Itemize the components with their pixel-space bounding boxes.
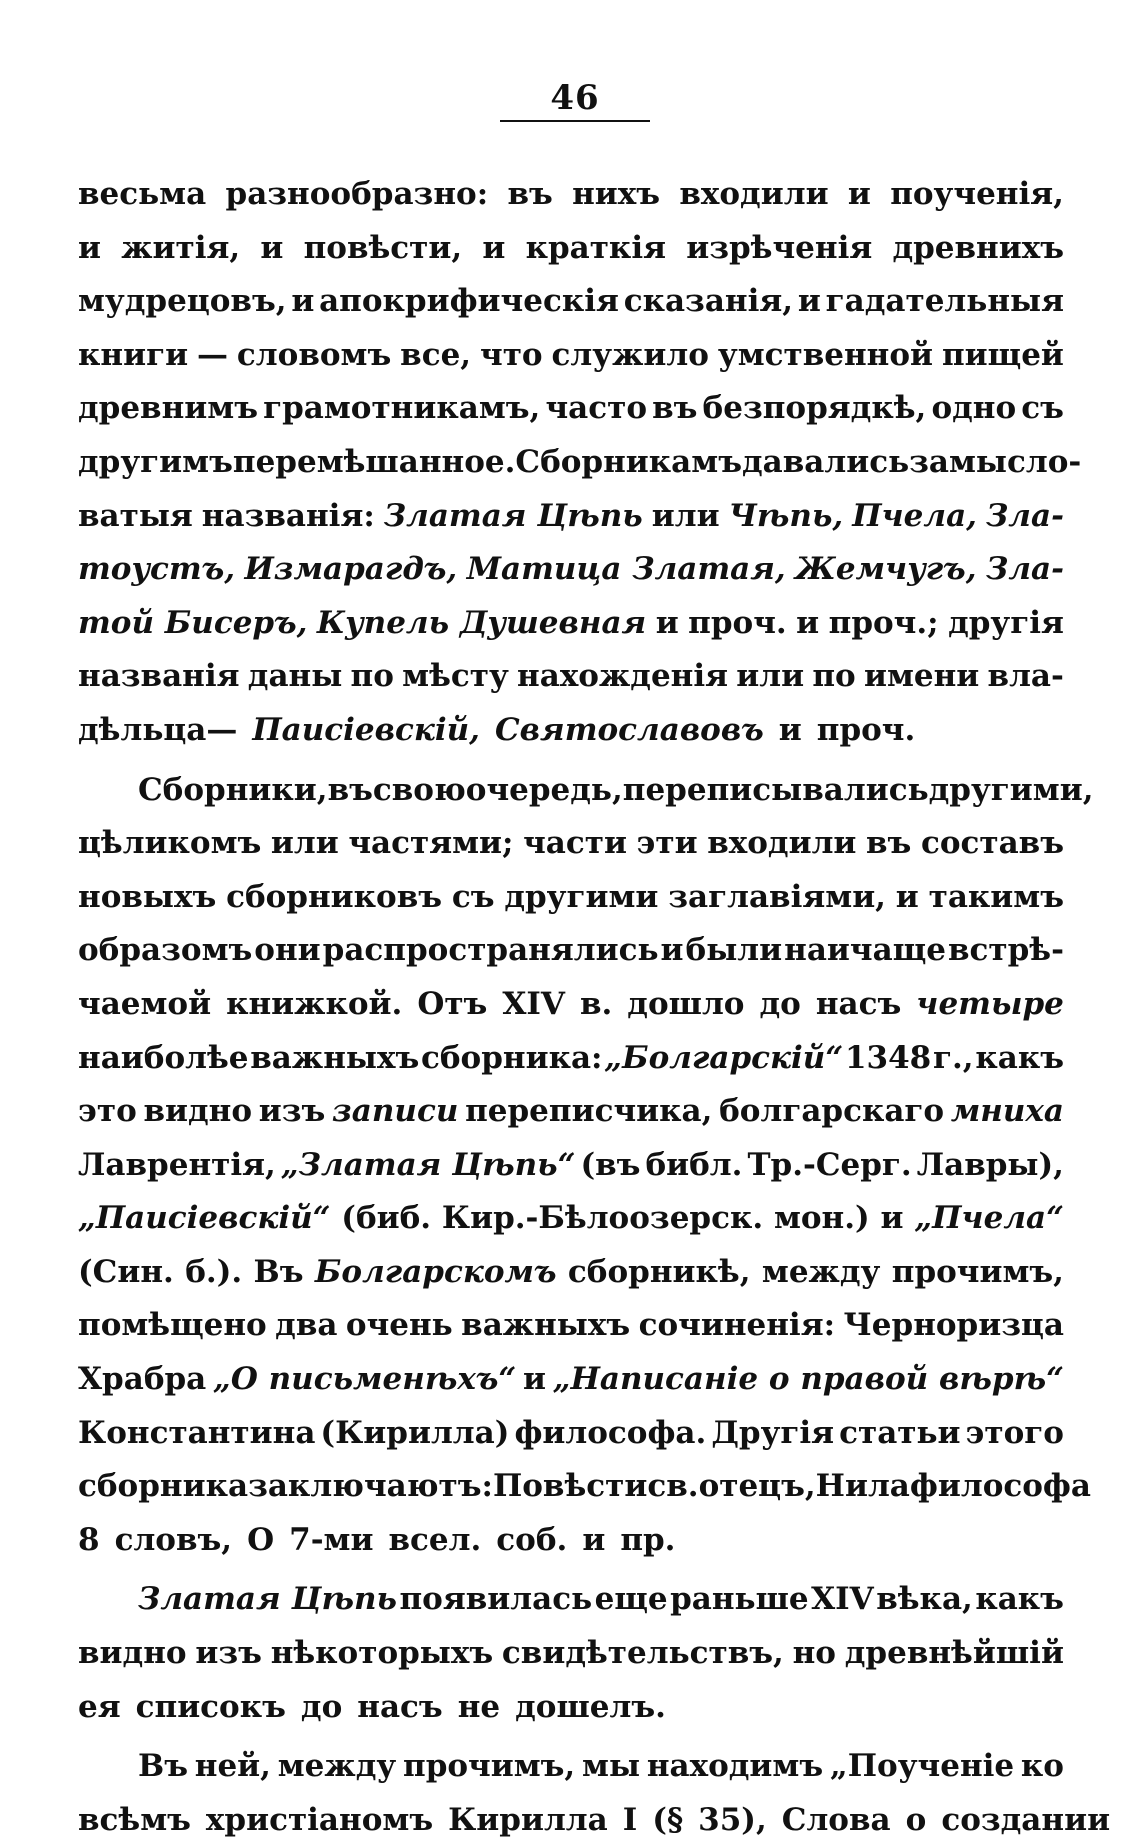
word: переписчика, xyxy=(465,1093,713,1130)
italic-word: Болгарскомъ xyxy=(314,1253,557,1290)
word: безпорядкѣ, xyxy=(702,390,927,427)
word: такимъ xyxy=(928,878,1064,915)
italic-word: Пчела, xyxy=(852,497,977,534)
word: и xyxy=(582,1521,606,1558)
word: до xyxy=(300,1688,343,1725)
word: списокъ xyxy=(135,1688,286,1725)
word: между xyxy=(761,1253,881,1290)
word: дошло xyxy=(627,985,745,1022)
word: какъ xyxy=(975,1581,1064,1618)
word: проч.; xyxy=(828,604,939,641)
word: насъ xyxy=(357,1688,443,1725)
text-line xyxy=(78,329,1064,383)
word: этого xyxy=(965,1414,1064,1451)
word: словъ, xyxy=(114,1521,233,1558)
word: нѣкоторыхъ xyxy=(270,1635,494,1672)
word: дошелъ. xyxy=(515,1688,666,1725)
text-line xyxy=(78,1514,1064,1568)
word: очень xyxy=(345,1307,453,1344)
word: или xyxy=(651,497,720,534)
word: разнообразно: xyxy=(225,176,489,212)
word: въ xyxy=(327,771,373,808)
text-line xyxy=(78,543,1064,597)
word: Черноризца xyxy=(843,1307,1064,1344)
word: и xyxy=(291,283,315,320)
italic-word: „Пчела“ xyxy=(914,1200,1064,1237)
word: повѣсти, xyxy=(303,229,463,266)
text-line xyxy=(78,222,1064,276)
word: (Син. xyxy=(78,1253,174,1290)
word: заглавіями, xyxy=(668,878,886,915)
word: сказанія, xyxy=(623,283,794,320)
word: ней, xyxy=(194,1748,271,1785)
word: другими, xyxy=(928,771,1094,808)
italic-word: Святославовъ xyxy=(494,711,764,748)
word: всел. xyxy=(388,1521,482,1558)
word: до xyxy=(759,985,801,1022)
word: проч. xyxy=(816,711,916,748)
text-line xyxy=(78,1573,1064,1627)
text-line xyxy=(78,764,1094,818)
word: Сборники, xyxy=(138,771,328,808)
text-line xyxy=(78,817,1064,871)
italic-word: „Написаніе о правой вѣрѣ“ xyxy=(552,1361,1064,1398)
word: частями; xyxy=(348,825,514,862)
text-line xyxy=(78,1246,1064,1300)
word: части xyxy=(523,825,627,862)
word: создании xyxy=(941,1801,1111,1838)
word: прочимъ, xyxy=(891,1253,1064,1290)
word: (биб. xyxy=(341,1200,432,1237)
italic-word: Зла- xyxy=(985,551,1064,588)
word: составъ xyxy=(920,825,1064,862)
italic-word: „Златая Цѣпь“ xyxy=(280,1146,576,1183)
italic-word: „Паисіевскій“ xyxy=(78,1200,331,1237)
word: замысло- xyxy=(909,443,1082,480)
word: и xyxy=(655,604,679,641)
text-line xyxy=(78,436,1082,490)
word: Слова xyxy=(781,1801,891,1838)
text-line xyxy=(78,650,1064,704)
word: какъ xyxy=(975,1039,1064,1076)
word: въ xyxy=(507,176,553,212)
word: гадательныя xyxy=(825,283,1064,320)
word: это xyxy=(78,1093,137,1130)
word: видно xyxy=(78,1635,187,1672)
word: в. xyxy=(579,985,613,1022)
word: Храбра xyxy=(78,1361,207,1398)
word: новыхъ xyxy=(78,878,217,915)
word: ватыя xyxy=(78,497,193,534)
word: и xyxy=(880,1200,904,1237)
word: О xyxy=(247,1521,275,1558)
word: книжкой. xyxy=(226,985,403,1022)
word: 35), xyxy=(698,1801,767,1838)
word: другія xyxy=(948,604,1064,641)
text-line xyxy=(78,1353,1064,1407)
word: краткія xyxy=(525,229,667,266)
word: Лавры), xyxy=(916,1146,1064,1183)
word: грамотникамъ, xyxy=(263,390,541,427)
word: образомъ xyxy=(78,932,253,969)
word: Другія xyxy=(711,1414,835,1451)
text-line xyxy=(78,1681,1064,1735)
word: и xyxy=(260,229,284,266)
word: сочиненія: xyxy=(638,1307,836,1344)
word: поученія, xyxy=(890,176,1064,212)
word: отецъ, xyxy=(698,1468,816,1505)
word: философа xyxy=(909,1468,1091,1505)
word: 7-ми xyxy=(289,1521,374,1558)
word: Константина xyxy=(78,1414,316,1451)
text-line xyxy=(78,1460,1091,1514)
word: вѣка, xyxy=(876,1581,973,1618)
word: древнѣйшій xyxy=(844,1635,1064,1672)
text-line xyxy=(78,978,1064,1032)
page-number: 46 xyxy=(550,78,600,118)
word: входили xyxy=(707,825,857,862)
italic-word: той Бисеръ, xyxy=(78,604,308,641)
word: Кирилла xyxy=(448,1801,608,1838)
word: сборника: xyxy=(421,1039,603,1076)
word: Сборникамъ xyxy=(515,443,742,480)
word: еще xyxy=(594,1581,668,1618)
word: и xyxy=(522,1361,546,1398)
word: наиболѣе xyxy=(78,1039,249,1076)
word: и xyxy=(78,229,101,266)
word: 8 xyxy=(78,1521,100,1558)
word: что xyxy=(480,336,543,373)
word: давались xyxy=(741,443,910,480)
word: мон.) xyxy=(773,1200,870,1237)
text-line xyxy=(78,275,1064,329)
text-line xyxy=(78,1627,1064,1681)
word: заключаютъ: xyxy=(248,1468,493,1505)
word: умственной xyxy=(717,336,934,373)
word: появилась xyxy=(399,1581,593,1618)
word: помѣщено xyxy=(78,1307,267,1344)
word: древнихъ xyxy=(892,229,1064,266)
word: или xyxy=(736,658,805,695)
word: и xyxy=(895,878,919,915)
word: изъ xyxy=(258,1093,326,1130)
word: соб. xyxy=(496,1521,568,1558)
word: чаемой xyxy=(78,985,212,1022)
word: „Поученіе xyxy=(829,1748,1015,1785)
word: раньше xyxy=(670,1581,809,1618)
word: важныхъ xyxy=(250,1039,420,1076)
word: были xyxy=(685,932,783,969)
word: (§ xyxy=(652,1801,684,1838)
word: видно xyxy=(143,1093,253,1130)
word: входили xyxy=(679,176,829,212)
word: одно xyxy=(931,390,1017,427)
word: сборниковъ xyxy=(226,878,443,915)
word: или xyxy=(270,825,339,862)
text-line xyxy=(78,490,1064,544)
word: книги xyxy=(78,336,189,373)
word: Въ xyxy=(138,1748,188,1785)
italic-word: четыре xyxy=(916,985,1064,1022)
word: пр. xyxy=(620,1521,676,1558)
word: Лаврентія, xyxy=(78,1146,276,1183)
word: о xyxy=(905,1801,927,1838)
word: имени xyxy=(863,658,980,695)
word: I xyxy=(622,1801,638,1838)
italic-word: Златая Цѣпь xyxy=(383,497,643,534)
word: нахожденія xyxy=(517,658,729,695)
word: другимъ xyxy=(78,443,233,480)
word: г., xyxy=(932,1039,974,1076)
text-line xyxy=(78,1407,1064,1461)
text-line xyxy=(78,924,1064,978)
text-line xyxy=(78,1794,1111,1847)
word: апокрифическія xyxy=(319,283,619,320)
word: очередь, xyxy=(465,771,623,808)
word: (въ xyxy=(580,1146,641,1183)
paragraph xyxy=(78,764,1094,1568)
word: названія xyxy=(78,658,240,695)
word: статьи xyxy=(839,1414,961,1451)
paragraph xyxy=(78,1740,1111,1847)
word: Въ xyxy=(253,1253,304,1290)
word: св. xyxy=(647,1468,699,1505)
word: другими xyxy=(504,878,659,915)
word: — xyxy=(196,336,228,373)
body-text xyxy=(78,168,1111,1847)
word: служило xyxy=(551,336,709,373)
italic-word: Жемчугъ, xyxy=(795,551,977,588)
text-line xyxy=(78,1085,1064,1139)
word: наичаще xyxy=(784,932,946,969)
word: распространялись xyxy=(322,932,659,969)
word: житія, xyxy=(121,229,241,266)
word: встрѣ- xyxy=(947,932,1064,969)
text-line xyxy=(78,597,1064,651)
word: (Кирилла) xyxy=(320,1414,510,1451)
word: мѣсту xyxy=(402,658,509,695)
italic-word: мниха xyxy=(950,1093,1064,1130)
word: пищей xyxy=(941,336,1064,373)
word: цѣликомъ xyxy=(78,825,262,862)
word: съ xyxy=(451,878,495,915)
word: и xyxy=(482,229,506,266)
word: свою xyxy=(372,771,466,808)
word: эти xyxy=(636,825,698,862)
word: все, xyxy=(400,336,472,373)
word: и xyxy=(796,604,820,641)
word: всѣмъ xyxy=(78,1801,191,1838)
word: названія: xyxy=(201,497,375,534)
word: весьма xyxy=(78,176,207,212)
italic-word: Купель Душевная xyxy=(316,604,647,641)
word: словомъ xyxy=(236,336,392,373)
word: ея xyxy=(78,1688,121,1725)
word: и xyxy=(778,711,802,748)
italic-word: записи xyxy=(332,1093,459,1130)
word: болгарскаго xyxy=(719,1093,945,1130)
word: въ xyxy=(652,390,698,427)
italic-word: Златая Цѣпь xyxy=(138,1581,397,1618)
word: даны xyxy=(247,658,343,695)
word: въ xyxy=(866,825,912,862)
italic-word: Чѣпь, xyxy=(728,497,844,534)
word: прочимъ, xyxy=(403,1748,576,1785)
text-line xyxy=(78,382,1064,436)
word: между xyxy=(277,1748,397,1785)
italic-word: Матица Златая, xyxy=(466,551,786,588)
italic-word: „Болгарскій“ xyxy=(604,1039,844,1076)
word: сборника xyxy=(78,1468,249,1505)
text-line xyxy=(78,1299,1064,1353)
word: вла- xyxy=(987,658,1064,695)
word: Кир.-Бѣлоозерск. xyxy=(441,1200,764,1237)
text-line xyxy=(78,1139,1064,1193)
word: б.). xyxy=(185,1253,243,1290)
word: XIV xyxy=(502,985,565,1022)
text-line xyxy=(78,1032,1064,1086)
word: по xyxy=(350,658,394,695)
word: изъ xyxy=(195,1635,262,1672)
word: дѣльца— xyxy=(78,711,238,748)
word: съ xyxy=(1021,390,1064,427)
word: Тр.-Серг. xyxy=(747,1146,912,1183)
italic-word: Измарагдъ, xyxy=(244,551,458,588)
word: изрѣченія xyxy=(686,229,873,266)
word: и xyxy=(797,283,821,320)
word: библ. xyxy=(645,1146,743,1183)
italic-word: „О письменѣхъ“ xyxy=(213,1361,517,1398)
text-line xyxy=(78,1192,1064,1246)
text-line xyxy=(78,168,1064,222)
italic-word: Зла- xyxy=(985,497,1064,534)
word: и xyxy=(660,932,684,969)
word: свидѣтельствъ, xyxy=(501,1635,784,1672)
word: Повѣсти xyxy=(492,1468,648,1505)
word: два xyxy=(275,1307,338,1344)
word: философа. xyxy=(514,1414,707,1451)
word: XIV xyxy=(811,1581,874,1618)
word: Нила xyxy=(815,1468,910,1505)
paragraph xyxy=(78,1573,1064,1734)
word: мы xyxy=(582,1748,641,1785)
word: Отъ xyxy=(417,985,488,1022)
word: нихъ xyxy=(572,176,661,212)
word: находимъ xyxy=(646,1748,824,1785)
page-number-rule xyxy=(500,120,650,122)
text-line xyxy=(78,704,1064,758)
word: 1348 xyxy=(844,1039,932,1076)
word: ко xyxy=(1020,1748,1064,1785)
word: древнимъ xyxy=(78,390,258,427)
word: и xyxy=(847,176,871,212)
italic-word: Паисіевскій, xyxy=(252,711,480,748)
word: переписывались xyxy=(622,771,929,808)
word: перемѣшанное. xyxy=(232,443,516,480)
word: важныхъ xyxy=(461,1307,631,1344)
word: насъ xyxy=(815,985,902,1022)
word: мудрецовъ, xyxy=(78,283,287,320)
word: христіаномъ xyxy=(205,1801,434,1838)
word: проч. xyxy=(688,604,787,641)
word: по xyxy=(812,658,856,695)
word: часто xyxy=(545,390,647,427)
word: они xyxy=(254,932,321,969)
text-line xyxy=(78,871,1064,925)
text-line xyxy=(78,1740,1064,1794)
italic-word: тоустъ, xyxy=(78,551,236,588)
word: но xyxy=(792,1635,836,1672)
word: сборникѣ, xyxy=(567,1253,751,1290)
paragraph xyxy=(78,168,1082,758)
word: не xyxy=(457,1688,501,1725)
